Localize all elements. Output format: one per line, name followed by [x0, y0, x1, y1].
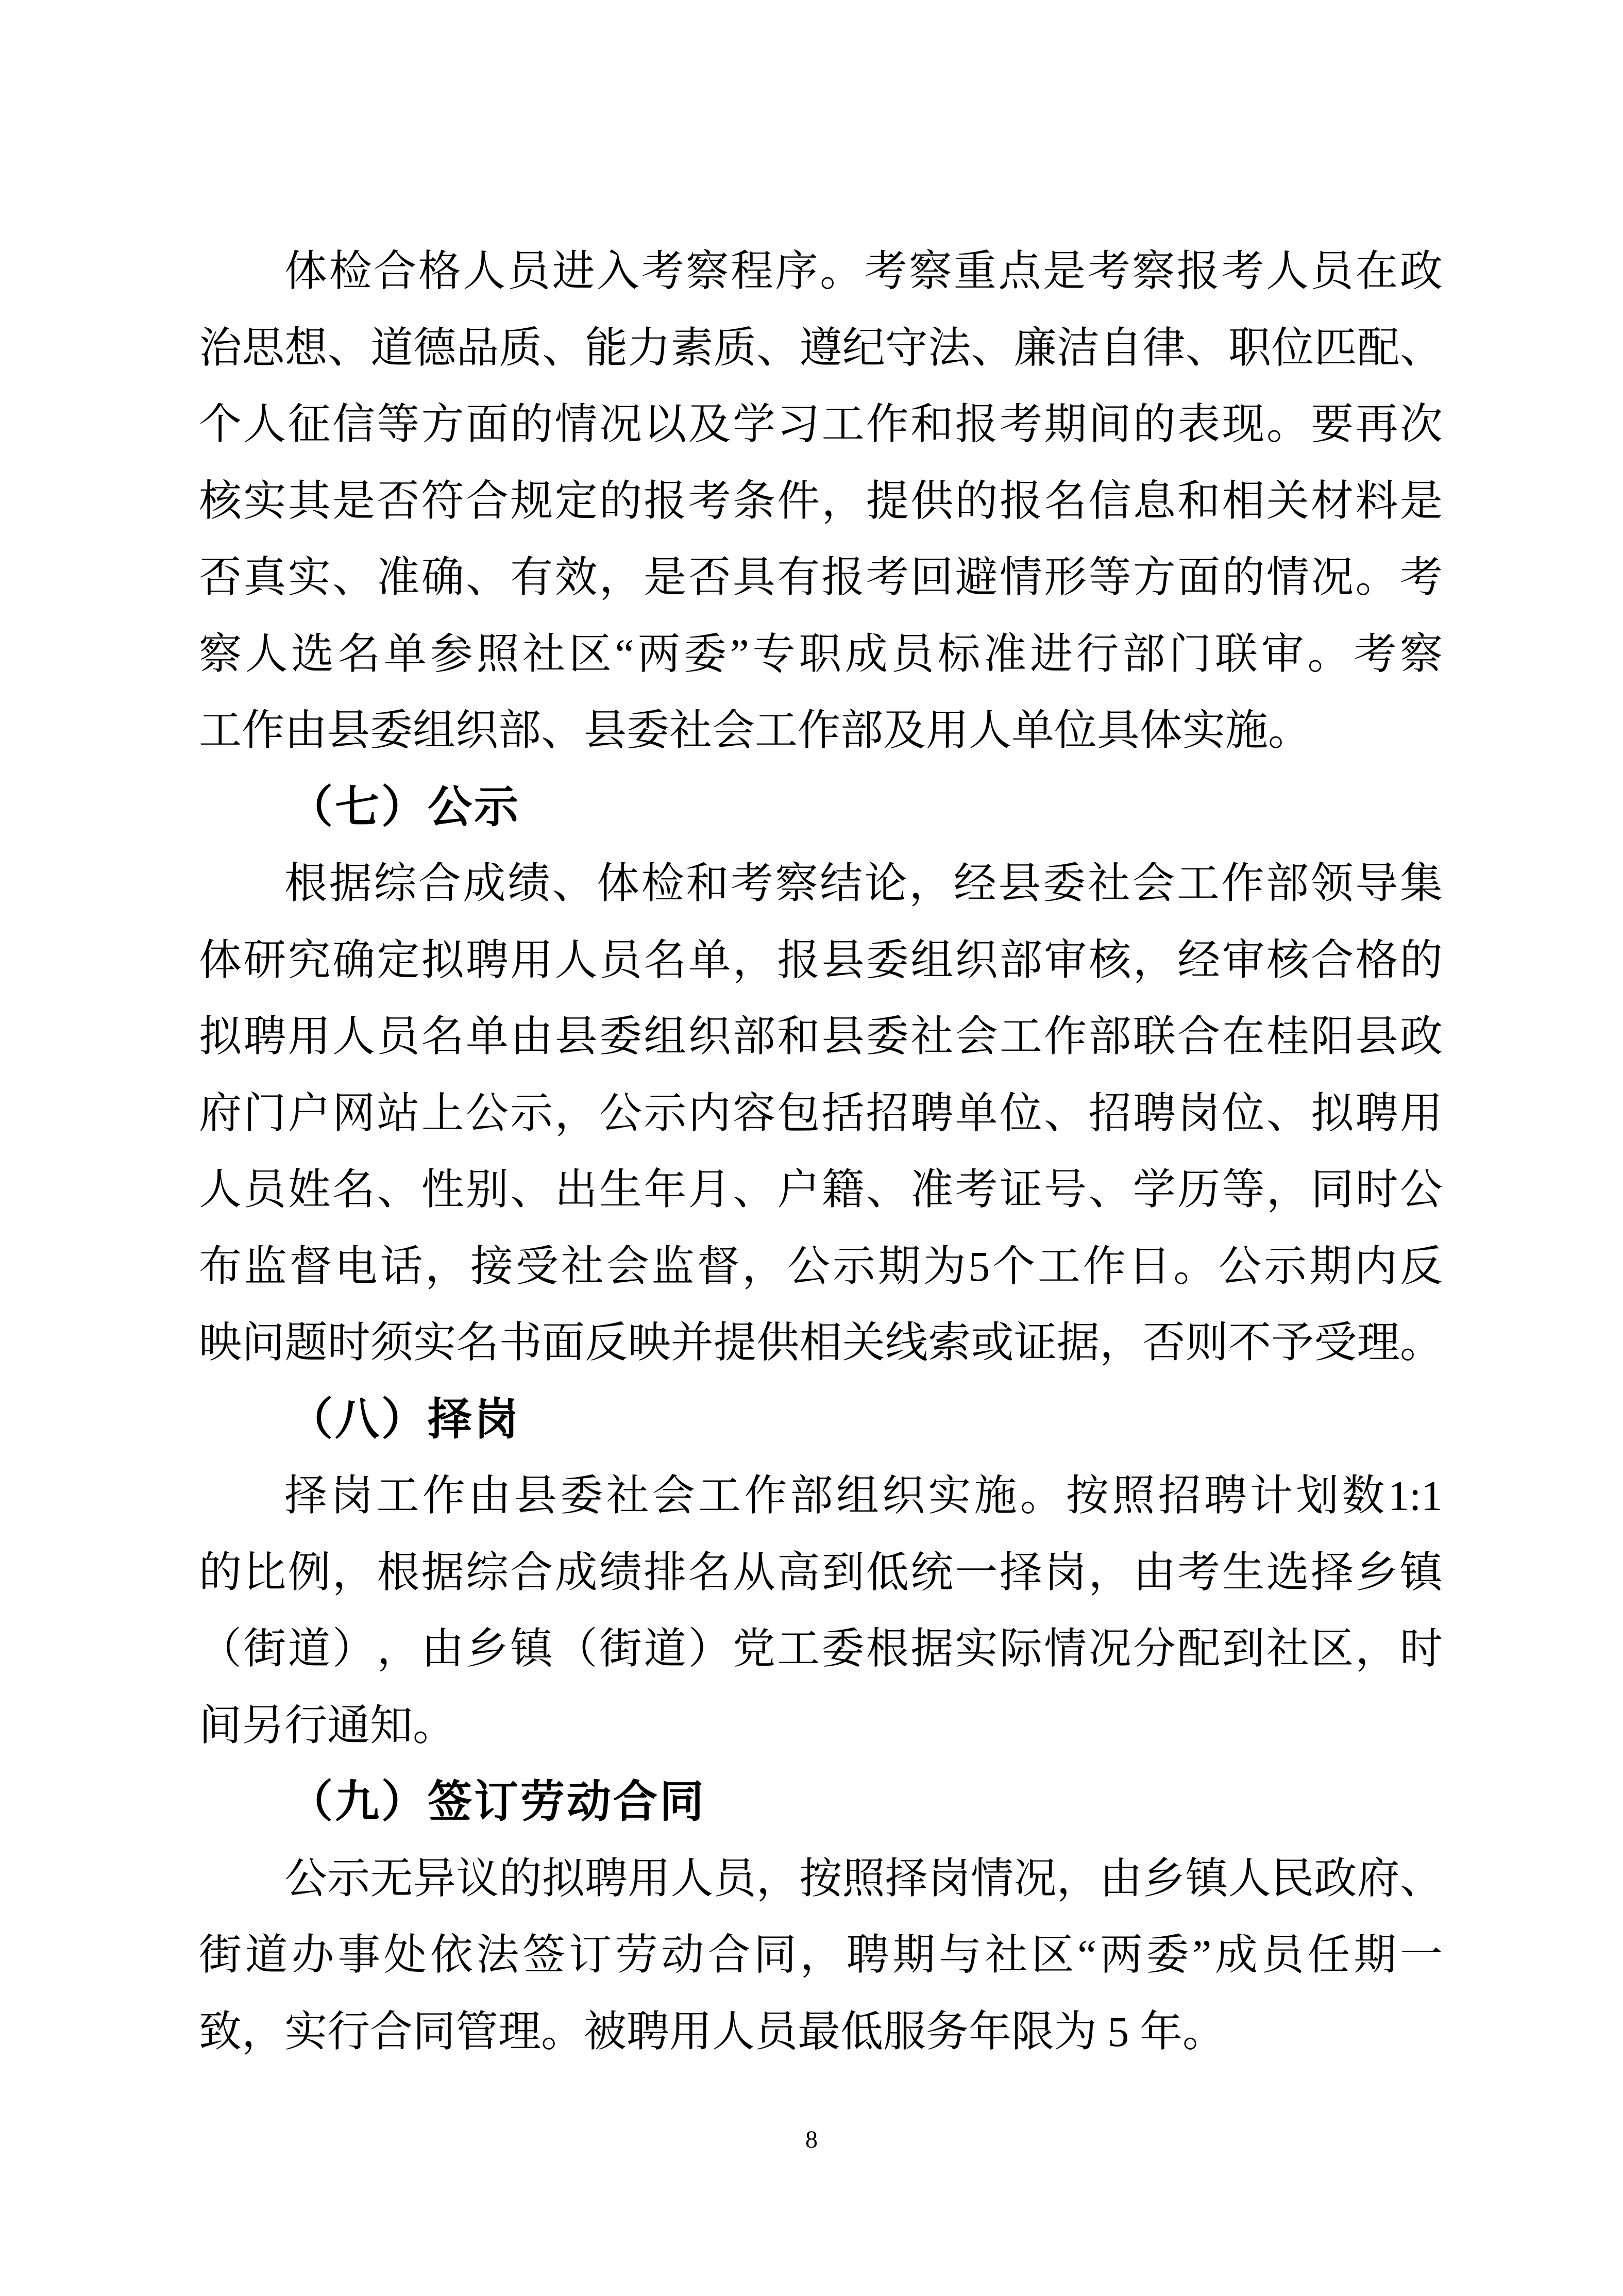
heading-jiu-qianding-laodong-hetong: （九）签订劳动合同	[289, 1777, 706, 1826]
text-column	[199, 233, 1443, 2070]
text-line: 的 比 例 ， 根 据 综 合 成 绩 排 名 从 高 到 低 统 一 择 岗 ， 由 考 生 选 择 乡 镇	[199, 1548, 1443, 1596]
text-line: 府 门 户 网 站 上 公 示 ， 公 示 内 容 包 括 招 聘 单 位 、 招 聘 岗 位 、 拟 聘 用	[199, 1089, 1443, 1137]
text-line: 人 员 姓 名 、 性 别 、 出 生 年 月 、 户 籍 、 准 考 证 号 、 学 历 等 ， 同 时 公	[199, 1166, 1443, 1213]
heading-ba-zegang: （八）择岗	[289, 1394, 520, 1444]
text-line: 否 真 实 、 准 确 、 有 效 ， 是 否 具 有 报 考 回 避 情 形 等 方 面 的 情 况 。 考	[199, 554, 1443, 601]
text-line: 治 思 想 、 道 德 品 质 、 能 力 素 质 、 遵 纪 守 法 、 廉 洁 自 律 、 职 位 匹 配 、	[199, 324, 1443, 372]
text-line: 致，实行合同管理。被聘用人员最低服务年限为 5 年。	[199, 2007, 1225, 2055]
heading-qi-gongshi: （七）公示	[289, 782, 520, 832]
text-line: 拟 聘 用 人 员 名 单 由 县 委 组 织 部 和 县 委 社 会 工 作 部 联 合 在 桂 阳 县 政	[199, 1013, 1443, 1060]
text-line: 核 实 其 是 否 符 合 规 定 的 报 考 条 件 ， 提 供 的 报 名 信 息 和 相 关 材 料 是	[199, 477, 1443, 525]
text-line: 体 研 究 确 定 拟 聘 用 人 员 名 单 ， 报 县 委 组 织 部 审 核 ， 经 审 核 合 格 的	[199, 936, 1443, 984]
text-line: 间另行通知。	[199, 1701, 455, 1749]
text-line: 个 人 征 信 等 方 面 的 情 况 以 及 学 习 工 作 和 报 考 期 间 的 表 现 。 要 再 次	[199, 400, 1443, 448]
text-line: 映 问 题 时 须 实 名 书 面 反 映 并 提 供 相 关 线 索 或 证 据 ， 否 则 不 予 受 理 。	[199, 1319, 1443, 1366]
text-line: 布 监 督 电 话 ， 接 受 社 会 监 督 ， 公 示 期 为 5 个 工 作 日 。 公 示 期 内 反	[199, 1242, 1443, 1290]
text-line: 公 示 无 异 议 的 拟 聘 用 人 员 ， 按 照 择 岗 情 况 ， 由 乡 镇 人 民 政 府 、	[284, 1854, 1443, 1902]
text-line: 工作由县委组织部、县委社会工作部及用人单位具体实施。	[199, 707, 1311, 754]
page-number: 8	[805, 2126, 818, 2153]
text-line: （ 街 道 ） ， 由 乡 镇 （ 街 道 ） 党 工 委 根 据 实 际 情 况 分 配 到 社 区 ， 时	[199, 1625, 1443, 1672]
text-line: 街 道 办 事 处 依 法 签 订 劳 动 合 同 ， 聘 期 与 社 区 “ 两 委 ” 成 员 任 期 一	[199, 1931, 1443, 1979]
text-line: 根 据 综 合 成 绩 、 体 检 和 考 察 结 论 ， 经 县 委 社 会 工 作 部 领 导 集	[284, 860, 1443, 907]
text-line: 察 人 选 名 单 参 照 社 区 “ 两 委 ” 专 职 成 员 标 准 进 行 部 门 联 审 。 考 察	[199, 630, 1443, 678]
text-line: 择 岗 工 作 由 县 委 社 会 工 作 部 组 织 实 施 。 按 照 招 聘 计 划 数 1:1	[284, 1472, 1443, 1519]
text-line: 体 检 合 格 人 员 进 入 考 察 程 序 。 考 察 重 点 是 考 察 报 考 人 员 在 政	[284, 247, 1443, 295]
